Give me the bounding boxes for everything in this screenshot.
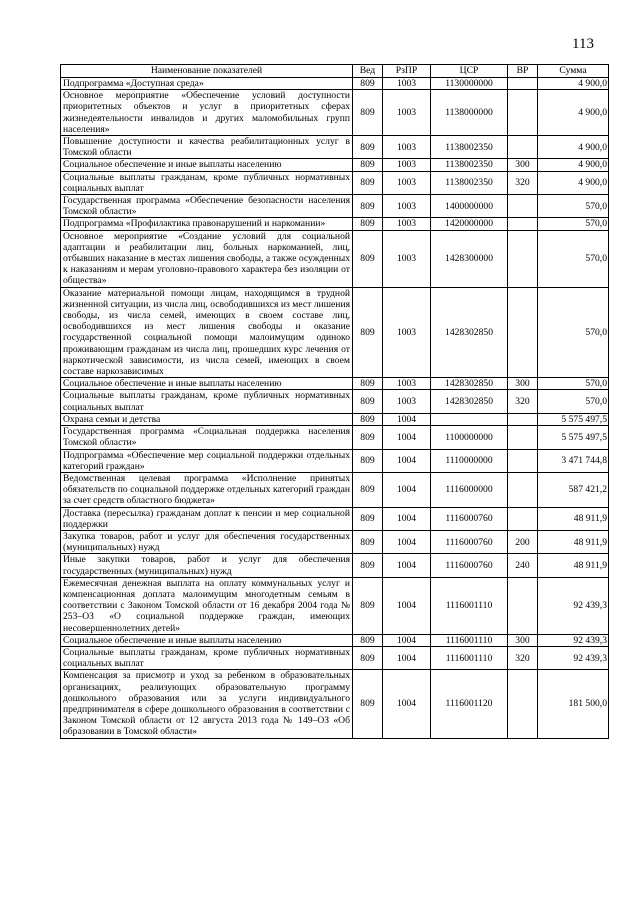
row-name: Ведомственная целевая программа «Исполнение принятых обязательств по социальной поддержке отдельных категорий граждан за счет средств областного бюджета» (61, 472, 353, 507)
row-sum: 4 900,0 (538, 90, 609, 136)
row-sum: 587 421,2 (538, 472, 609, 507)
row-name: Подпрограмма «Доступная среда» (61, 78, 353, 90)
table-row (61, 195, 609, 218)
row-csr: 1116000000 (431, 472, 508, 507)
table-row (61, 413, 609, 425)
row-name: Охрана семьи и детства (61, 413, 353, 425)
row-csr: 1130000000 (431, 78, 508, 90)
table-row (61, 378, 609, 390)
row-sum: 570,0 (538, 378, 609, 390)
row-rzpr: 1003 (383, 171, 431, 194)
table-row (61, 90, 609, 136)
header-name: Наименование показателей (61, 65, 353, 78)
table-row (61, 390, 609, 413)
row-name: Ежемесячная денежная выплата на оплату коммунальных услуг и компенсационная доплата малоимущим многодетным семьям в соответствии с Законом Томской области от 16 декабря 2004 года № 253–ОЗ «О социальной поддержке граждан, имеющих несовершеннолетних детей» (61, 577, 353, 634)
row-csr: 1138002350 (431, 171, 508, 194)
row-csr: 1138002350 (431, 136, 508, 159)
row-vr (508, 413, 538, 425)
row-ved: 809 (353, 78, 383, 90)
row-csr: 1138002350 (431, 159, 508, 171)
row-ved: 809 (353, 413, 383, 425)
row-ved: 809 (353, 287, 383, 378)
header-sum: Сумма (538, 65, 609, 78)
row-rzpr: 1004 (383, 472, 431, 507)
row-sum: 48 911,9 (538, 507, 609, 530)
table-row (61, 646, 609, 669)
row-name: Государственная программа «Обеспечение безопасности населения Томской области» (61, 195, 353, 218)
row-name: Доставка (пересылка) гражданам доплат к пенсии и мер социальной поддержки (61, 507, 353, 530)
row-vr: 300 (508, 159, 538, 171)
row-rzpr: 1004 (383, 646, 431, 669)
row-sum: 5 575 497,5 (538, 426, 609, 449)
table-row (61, 159, 609, 171)
row-ved: 809 (353, 577, 383, 634)
row-name: Социальные выплаты гражданам, кроме публичных нормативных социальных выплат (61, 171, 353, 194)
row-name: Повышение доступности и качества реабилитационных услуг в Томской области (61, 136, 353, 159)
table-row (61, 171, 609, 194)
table-row (61, 554, 609, 577)
row-ved: 809 (353, 390, 383, 413)
row-name: Государственная программа «Социальная поддержка населения Томской области» (61, 426, 353, 449)
row-sum: 92 439,3 (538, 646, 609, 669)
table-row (61, 78, 609, 90)
table-body (61, 78, 609, 739)
table-row (61, 287, 609, 378)
row-sum: 181 500,0 (538, 670, 609, 738)
table-row (61, 136, 609, 159)
row-sum: 4 900,0 (538, 159, 609, 171)
header-csr: ЦСР (431, 65, 508, 78)
row-ved: 809 (353, 230, 383, 287)
row-name: Компенсация за присмотр и уход за ребенком в образовательных организациях, реализующих образовательную программу дошкольного образования или за услуги индивидуального предпринимателя в сфере дошкольного образования в соответствии с Законом Томской области от 12 августа 2013 года № 149–ОЗ «Об образовании в Томской области» (61, 670, 353, 738)
row-ved: 809 (353, 195, 383, 218)
row-vr: 320 (508, 646, 538, 669)
row-csr: 1116000760 (431, 530, 508, 553)
row-name: Подпрограмма «Профилактика правонарушений и наркомании» (61, 218, 353, 230)
row-rzpr: 1003 (383, 78, 431, 90)
row-sum: 570,0 (538, 390, 609, 413)
row-rzpr: 1003 (383, 195, 431, 218)
row-rzpr: 1003 (383, 136, 431, 159)
row-rzpr: 1004 (383, 530, 431, 553)
row-csr: 1100000000 (431, 426, 508, 449)
row-sum: 5 575 497,5 (538, 413, 609, 425)
row-ved: 809 (353, 554, 383, 577)
row-vr (508, 230, 538, 287)
row-sum: 570,0 (538, 218, 609, 230)
row-rzpr: 1003 (383, 378, 431, 390)
row-ved: 809 (353, 670, 383, 738)
table-row (61, 218, 609, 230)
row-vr: 320 (508, 390, 538, 413)
row-vr (508, 670, 538, 738)
row-rzpr: 1003 (383, 390, 431, 413)
row-ved: 809 (353, 136, 383, 159)
row-csr: 1116001110 (431, 577, 508, 634)
row-vr (508, 90, 538, 136)
row-rzpr: 1004 (383, 449, 431, 472)
row-sum: 4 900,0 (538, 171, 609, 194)
row-vr: 300 (508, 634, 538, 646)
row-rzpr: 1004 (383, 634, 431, 646)
table-row (61, 634, 609, 646)
row-ved: 809 (353, 634, 383, 646)
row-sum: 570,0 (538, 230, 609, 287)
budget-table (60, 64, 609, 739)
row-name: Оказание материальной помощи лицам, находящимся в трудной жизненной ситуации, из числа лиц, освободившихся из мест лишения свободы, из числа семей, имеющих в своем составе лиц, освободившихся из мест лишения свободы и оказание государственной социальной помощи малоимущим одиноко проживающим гражданам из числа лиц, прошедших курс лечения от наркотической зависимости, из числа семей, имеющих в своем составе наркозависимых (61, 287, 353, 378)
row-vr (508, 449, 538, 472)
header-rzpr: РзПР (383, 65, 431, 78)
row-rzpr: 1004 (383, 577, 431, 634)
table-row (61, 577, 609, 634)
row-vr (508, 78, 538, 90)
row-vr: 200 (508, 530, 538, 553)
row-sum: 48 911,9 (538, 554, 609, 577)
row-csr: 1116001110 (431, 646, 508, 669)
row-name: Социальные выплаты гражданам, кроме публичных нормативных социальных выплат (61, 646, 353, 669)
row-rzpr: 1003 (383, 230, 431, 287)
header-ved: Вед (353, 65, 383, 78)
row-ved: 809 (353, 472, 383, 507)
row-rzpr: 1003 (383, 287, 431, 378)
row-csr: 1428302850 (431, 390, 508, 413)
row-name: Социальное обеспечение и иные выплаты населению (61, 378, 353, 390)
row-sum: 570,0 (538, 195, 609, 218)
page-number: 113 (572, 36, 594, 52)
row-csr (431, 413, 508, 425)
row-csr: 1428302850 (431, 287, 508, 378)
row-vr: 300 (508, 378, 538, 390)
row-vr (508, 426, 538, 449)
row-name: Социальное обеспечение и иные выплаты населению (61, 634, 353, 646)
row-sum: 92 439,3 (538, 577, 609, 634)
row-rzpr: 1004 (383, 413, 431, 425)
row-vr (508, 287, 538, 378)
row-name: Иные закупки товаров, работ и услуг для обеспечения государственных (муниципальных) нужд (61, 554, 353, 577)
row-ved: 809 (353, 426, 383, 449)
row-rzpr: 1004 (383, 426, 431, 449)
table-row (61, 507, 609, 530)
table-row (61, 230, 609, 287)
row-ved: 809 (353, 646, 383, 669)
row-csr: 1116001110 (431, 634, 508, 646)
row-vr: 240 (508, 554, 538, 577)
row-ved: 809 (353, 507, 383, 530)
row-name: Закупка товаров, работ и услуг для обеспечения государственных (муниципальных) нужд (61, 530, 353, 553)
row-csr: 1400000000 (431, 195, 508, 218)
row-rzpr: 1004 (383, 507, 431, 530)
row-csr: 1138000000 (431, 90, 508, 136)
row-vr: 320 (508, 171, 538, 194)
row-rzpr: 1003 (383, 159, 431, 171)
row-sum: 4 900,0 (538, 78, 609, 90)
row-csr: 1110000000 (431, 449, 508, 472)
row-name: Социальное обеспечение и иные выплаты населению (61, 159, 353, 171)
row-sum: 92 439,3 (538, 634, 609, 646)
row-ved: 809 (353, 171, 383, 194)
row-rzpr: 1004 (383, 670, 431, 738)
row-csr: 1428300000 (431, 230, 508, 287)
row-name: Основное мероприятие «Создание условий для социальной адаптации и реабилитации лиц, больных наркоманией, лиц, отбывших наказание в местах лишения свободы, а также осужденных к наказаниям и мерам уголовно-правового характера без изоляции от общества» (61, 230, 353, 287)
row-csr: 1116001120 (431, 670, 508, 738)
row-rzpr: 1003 (383, 218, 431, 230)
row-vr (508, 507, 538, 530)
row-rzpr: 1003 (383, 90, 431, 136)
row-vr (508, 577, 538, 634)
row-ved: 809 (353, 378, 383, 390)
table-row (61, 472, 609, 507)
row-name: Подпрограмма «Обеспечение мер социальной поддержки отдельных категорий граждан» (61, 449, 353, 472)
table-header-row (61, 65, 609, 78)
row-ved: 809 (353, 90, 383, 136)
row-csr: 1116000760 (431, 554, 508, 577)
table-row (61, 426, 609, 449)
row-vr (508, 195, 538, 218)
row-csr: 1428302850 (431, 378, 508, 390)
row-vr (508, 472, 538, 507)
row-rzpr: 1004 (383, 554, 431, 577)
row-sum: 3 471 744,8 (538, 449, 609, 472)
table-row (61, 530, 609, 553)
row-ved: 809 (353, 159, 383, 171)
row-csr: 1116000760 (431, 507, 508, 530)
row-name: Социальные выплаты гражданам, кроме публичных нормативных социальных выплат (61, 390, 353, 413)
table-row (61, 449, 609, 472)
row-ved: 809 (353, 530, 383, 553)
table-row (61, 670, 609, 738)
row-name: Основное мероприятие «Обеспечение условий доступности приоритетных объектов и услуг в приоритетных сферах жизнедеятельности инвалидов и других маломобильных групп населения» (61, 90, 353, 136)
row-sum: 570,0 (538, 287, 609, 378)
row-ved: 809 (353, 218, 383, 230)
row-ved: 809 (353, 449, 383, 472)
row-sum: 48 911,9 (538, 530, 609, 553)
header-vr: ВР (508, 65, 538, 78)
row-vr (508, 218, 538, 230)
row-vr (508, 136, 538, 159)
row-sum: 4 900,0 (538, 136, 609, 159)
row-csr: 1420000000 (431, 218, 508, 230)
